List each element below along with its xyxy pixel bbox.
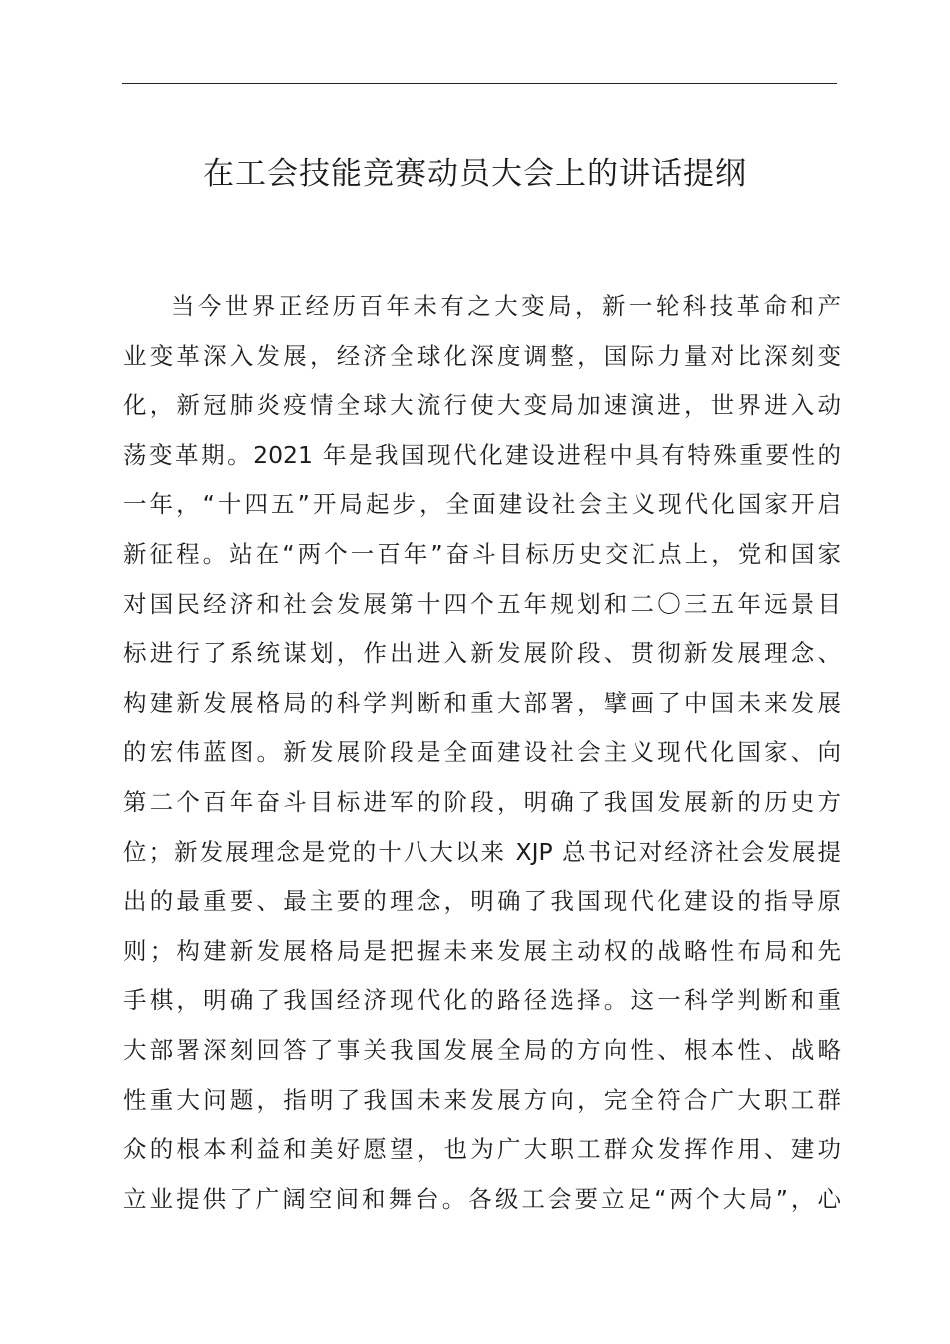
paragraph-line: 众的根本利益和美好愿望，也为广大职工群众发挥作用、建功: [123, 1135, 841, 1164]
paragraph-line: 化，新冠肺炎疫情全球大流行使大变局加速演进，世界进入动: [123, 391, 841, 420]
paragraph-line: 业变革深入发展，经济全球化深度调整，国际力量对比深刻变: [123, 341, 841, 370]
paragraph-line: 立业提供了广阔空间和舞台。各级工会要立足“两个大局”，心: [123, 1184, 841, 1213]
header-rule: [122, 83, 837, 84]
paragraph-line: 则；构建新发展格局是把握未来发展主动权的战略性布局和先: [123, 936, 841, 965]
body-paragraph: [123, 282, 841, 1224]
paragraph-line: 的宏伟蓝图。新发展阶段是全面建设社会主义现代化国家、向: [123, 738, 841, 767]
paragraph-line: 新征程。站在“两个一百年”奋斗目标历史交汇点上，党和国家: [123, 539, 841, 568]
paragraph-line: 对国民经济和社会发展第十四个五年规划和二〇三五年远景目: [123, 589, 841, 618]
paragraph-line: 构建新发展格局的科学判断和重大部署，擘画了中国未来发展: [123, 688, 841, 717]
paragraph-line: 标进行了系统谋划，作出进入新发展阶段、贯彻新发展理念、: [123, 639, 841, 668]
paragraph-line: 一年，“十四五”开局起步，全面建设社会主义现代化国家开启: [123, 490, 841, 519]
paragraph-line: 位；新发展理念是党的十八大以来 XJP 总书记对经济社会发展提: [123, 837, 841, 866]
document-title: 在工会技能竞赛动员大会上的讲话提纲: [203, 156, 747, 192]
paragraph-line: 出的最重要、最主要的理念，明确了我国现代化建设的指导原: [123, 887, 841, 916]
paragraph-line: 当今世界正经历百年未有之大变局，新一轮科技革命和产: [171, 292, 841, 320]
paragraph-line: 大部署深刻回答了事关我国发展全局的方向性、根本性、战略: [123, 1035, 841, 1064]
paragraph-line: 性重大问题，指明了我国未来发展方向，完全符合广大职工群: [123, 1085, 841, 1114]
paragraph-line: 手棋，明确了我国经济现代化的路径选择。这一科学判断和重: [123, 986, 841, 1015]
paragraph-line: 第二个百年奋斗目标进军的阶段，明确了我国发展新的历史方: [123, 787, 841, 816]
paragraph-line: 荡变革期。2021 年是我国现代化建设进程中具有特殊重要性的: [123, 440, 841, 469]
